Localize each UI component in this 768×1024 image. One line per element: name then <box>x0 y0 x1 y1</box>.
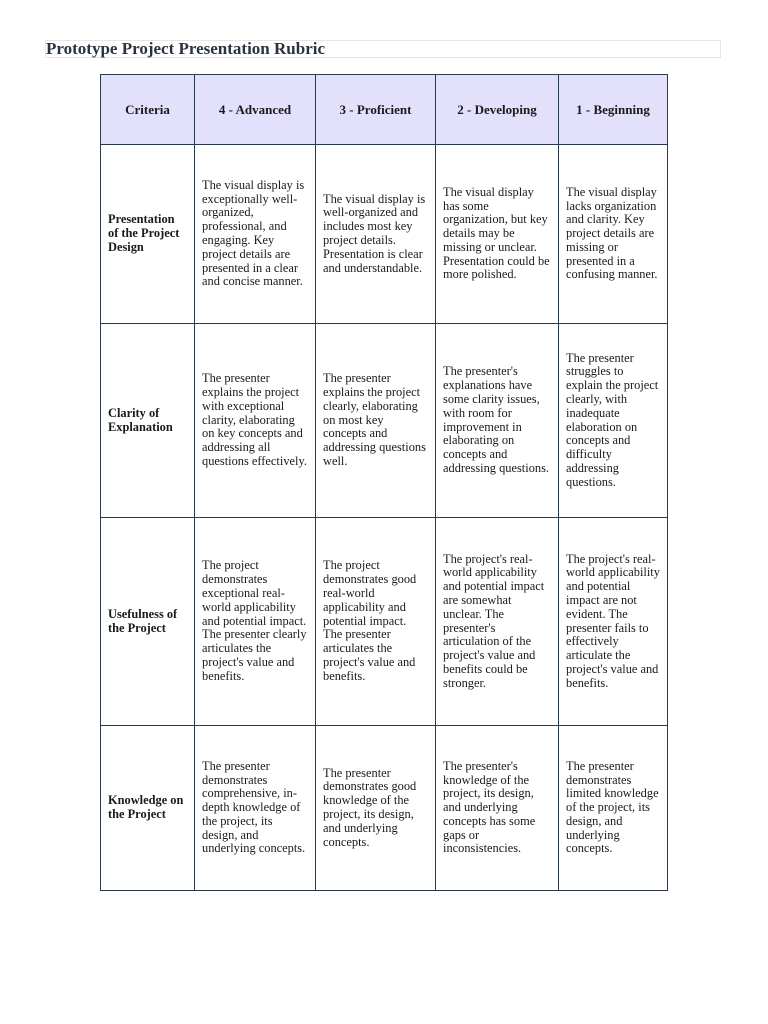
beginning-cell: The presenter struggles to explain the project clearly, with inadequate elaboration on concepts and difficulty addressing questions. <box>559 324 668 518</box>
criteria-cell: Knowledge on the Project <box>101 726 195 891</box>
header-row <box>101 75 668 145</box>
criteria-cell: Clarity of Explanation <box>101 324 195 518</box>
table-row <box>101 518 668 726</box>
table-row <box>101 145 668 324</box>
developing-cell: The presenter's explanations have some clarity issues, with room for improvement in elaborating on concepts and addressing questions. <box>436 324 559 518</box>
column-header-beginning: 1 - Beginning <box>559 75 668 145</box>
column-header-developing: 2 - Developing <box>436 75 559 145</box>
advanced-cell: The visual display is exceptionally well-organized, professional, and engaging. Key project details are presented in a clear and concise manner. <box>195 145 316 324</box>
advanced-cell: The project demonstrates exceptional real-world applicability and potential impact. The presenter clearly articulates the project's value and benefits. <box>195 518 316 726</box>
beginning-cell: The visual display lacks organization and clarity. Key project details are missing or presented in a confusing manner. <box>559 145 668 324</box>
developing-cell: The presenter's knowledge of the project, its design, and underlying concepts has some gaps or inconsistencies. <box>436 726 559 891</box>
criteria-cell: Presentation of the Project Design <box>101 145 195 324</box>
page-title: Prototype Project Presentation Rubric <box>46 39 326 58</box>
table-row <box>101 324 668 518</box>
criteria-cell: Usefulness of the Project <box>101 518 195 726</box>
developing-cell: The project's real-world applicability and potential impact are somewhat unclear. The presenter's articulation of the project's value and benefits could be stronger. <box>436 518 559 726</box>
developing-cell: The visual display has some organization, but key details may be missing or unclear. Presentation could be more polished. <box>436 145 559 324</box>
advanced-cell: The presenter demonstrates comprehensive, in-depth knowledge of the project, its design, and underlying concepts. <box>195 726 316 891</box>
column-header-proficient: 3 - Proficient <box>316 75 436 145</box>
column-header-criteria: Criteria <box>101 75 195 145</box>
beginning-cell: The presenter demonstrates limited knowledge of the project, its design, and underlying concepts. <box>559 726 668 891</box>
beginning-cell: The project's real-world applicability and potential impact are not evident. The presenter fails to effectively articulate the project's value and benefits. <box>559 518 668 726</box>
advanced-cell: The presenter explains the project with exceptional clarity, elaborating on key concepts and addressing all questions effectively. <box>195 324 316 518</box>
table-row <box>101 726 668 891</box>
proficient-cell: The visual display is well-organized and includes most key project details. Presentation is clear and understandable. <box>316 145 436 324</box>
proficient-cell: The project demonstrates good real-world applicability and potential impact. The presenter articulates the project's value and benefits. <box>316 518 436 726</box>
column-header-advanced: 4 - Advanced <box>195 75 316 145</box>
rubric-table <box>100 74 668 891</box>
proficient-cell: The presenter explains the project clearly, elaborating on most key concepts and addressing questions well. <box>316 324 436 518</box>
proficient-cell: The presenter demonstrates good knowledge of the project, its design, and underlying concepts. <box>316 726 436 891</box>
